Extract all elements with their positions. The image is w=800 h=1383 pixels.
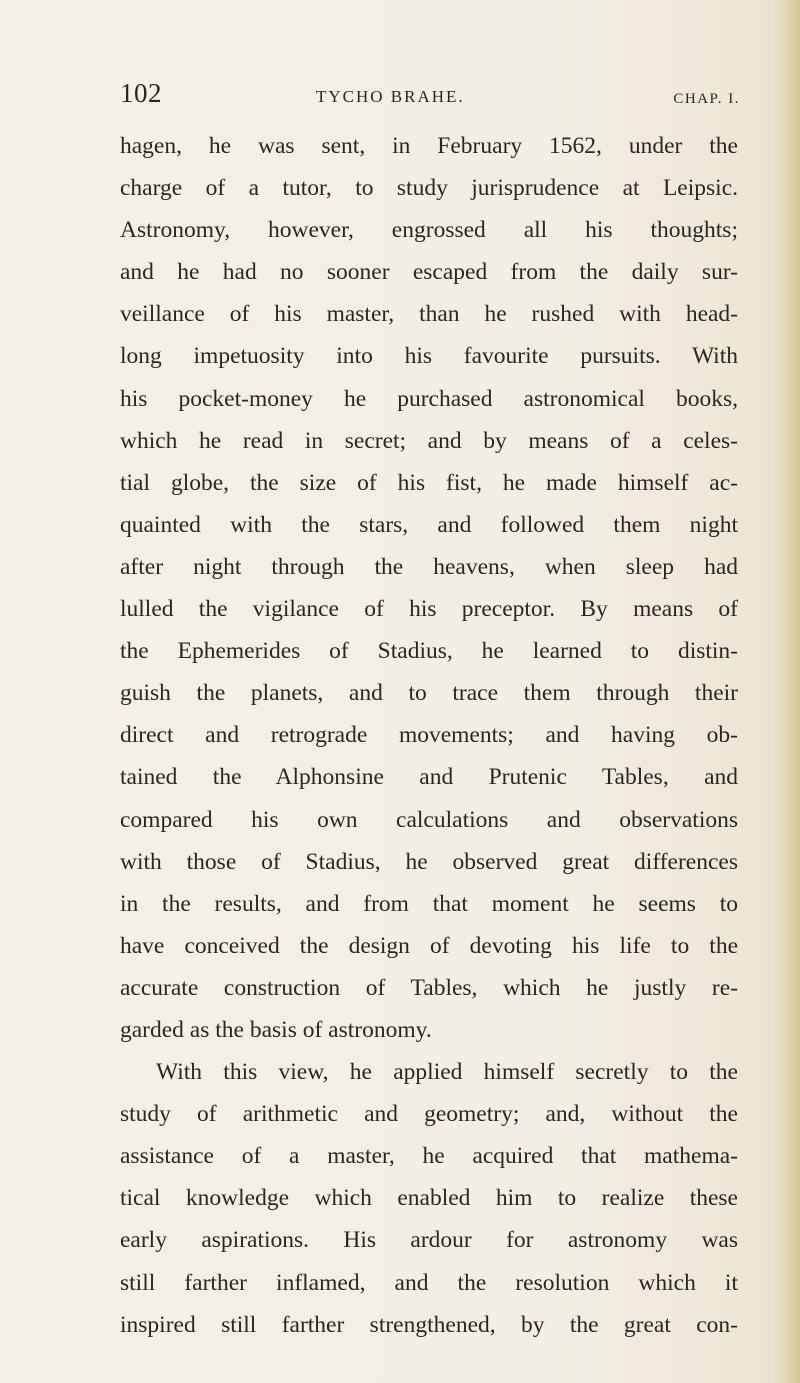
body-text [120,125,738,1346]
paragraph-end-line: garded as the basis of astronomy. [120,1016,432,1043]
text-line: Astronomy, however, engrossed all his thoughts; [120,217,738,244]
text-line: tained the Alphonsine and Prutenic Tables, and [120,764,738,791]
text-line: have conceived the design of devoting his life to the [120,932,738,959]
text-line: study of arithmetic and geometry; and, without the [120,1101,738,1128]
text-line: tical knowledge which enabled him to realize these [120,1185,738,1212]
text-line: which he read in secret; and by means of a celes- [120,427,738,454]
text-line: veillance of his master, than he rushed with head- [120,301,738,328]
text-line: tial globe, the size of his fist, he made himself ac- [120,469,738,496]
text-line: compared his own calculations and observations [120,806,738,833]
running-title: TYCHO BRAHE. [316,87,465,106]
page-number: 102 [120,78,162,108]
text-line: guish the planets, and to trace them through their [120,680,738,707]
text-line: direct and retrograde movements; and having ob- [120,722,738,749]
text-line: hagen, he was sent, in February 1562, under the [120,133,738,159]
text-line: in the results, and from that moment he seems to [120,890,738,917]
text-line: assistance of a master, he acquired that mathema- [120,1143,738,1170]
text-line: with those of Stadius, he observed great differences [120,848,738,875]
page-header [120,78,740,118]
chapter-label: CHAP. I. [673,91,740,107]
page-edge-shading [774,0,800,1383]
text-line: quainted with the stars, and followed them night [120,511,738,538]
text-line: his pocket-money he purchased astronomical books, [120,385,738,412]
text-line: charge of a tutor, to study jurisprudence at Leipsic. [120,175,738,202]
text-line: after night through the heavens, when sleep had [120,553,738,580]
text-line: still farther inflamed, and the resolution which it [120,1269,738,1296]
text-line: inspired still farther strengthened, by the great con- [120,1311,738,1338]
text-line: accurate construction of Tables, which he justly re- [120,974,738,1001]
text-line: and he had no sooner escaped from the daily sur- [120,259,738,286]
text-line: early aspirations. His ardour for astronomy was [120,1227,738,1254]
text-line: the Ephemerides of Stadius, he learned to distin- [120,638,738,665]
paragraph-start-line: With this view, he applied himself secretly to the [156,1059,738,1086]
text-line: lulled the vigilance of his preceptor. By means of [120,596,738,623]
text-line: long impetuosity into his favourite pursuits. With [120,343,738,370]
